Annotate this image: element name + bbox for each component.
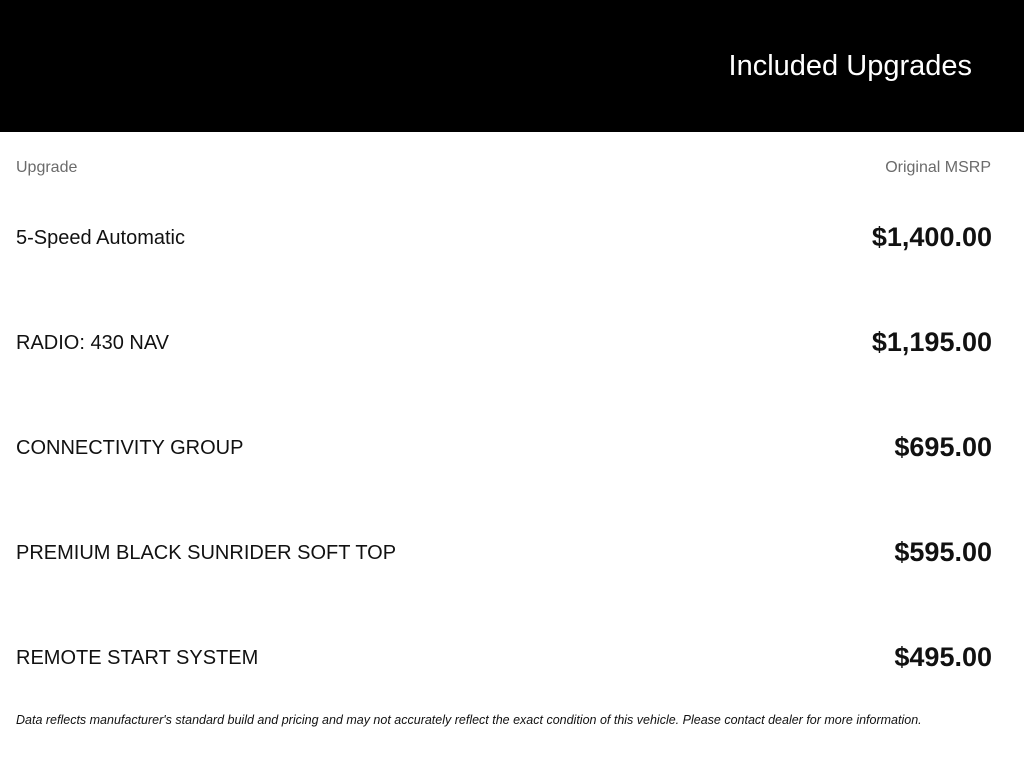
upgrade-name: REMOTE START SYSTEM xyxy=(16,647,259,669)
upgrade-row xyxy=(16,195,992,300)
upgrade-list xyxy=(16,195,992,720)
header-banner xyxy=(0,0,1024,132)
upgrade-row xyxy=(16,510,992,615)
disclaimer-text: Data reflects manufacturer's standard build and pricing and may not accurately reflect the exact condition of this vehicle. Please contact dealer for more information. xyxy=(16,713,922,727)
upgrade-price: $1,400.00 xyxy=(871,222,992,252)
upgrade-price: $695.00 xyxy=(894,432,992,462)
upgrade-row xyxy=(16,405,992,510)
upgrade-row xyxy=(16,300,992,405)
upgrade-price: $595.00 xyxy=(894,537,992,567)
column-header-upgrade: Upgrade xyxy=(16,159,78,176)
upgrade-name: 5-Speed Automatic xyxy=(16,227,185,249)
page-title: Included Upgrades xyxy=(728,50,972,82)
upgrade-name: CONNECTIVITY GROUP xyxy=(16,437,244,459)
upgrade-price: $495.00 xyxy=(894,642,992,672)
column-header-msrp: Original MSRP xyxy=(885,159,991,176)
upgrade-name: PREMIUM BLACK SUNRIDER SOFT TOP xyxy=(16,542,397,564)
upgrade-price: $1,195.00 xyxy=(871,327,992,357)
upgrade-name: RADIO: 430 NAV xyxy=(16,332,170,354)
upgrade-row xyxy=(16,615,992,720)
column-headers xyxy=(16,159,991,181)
